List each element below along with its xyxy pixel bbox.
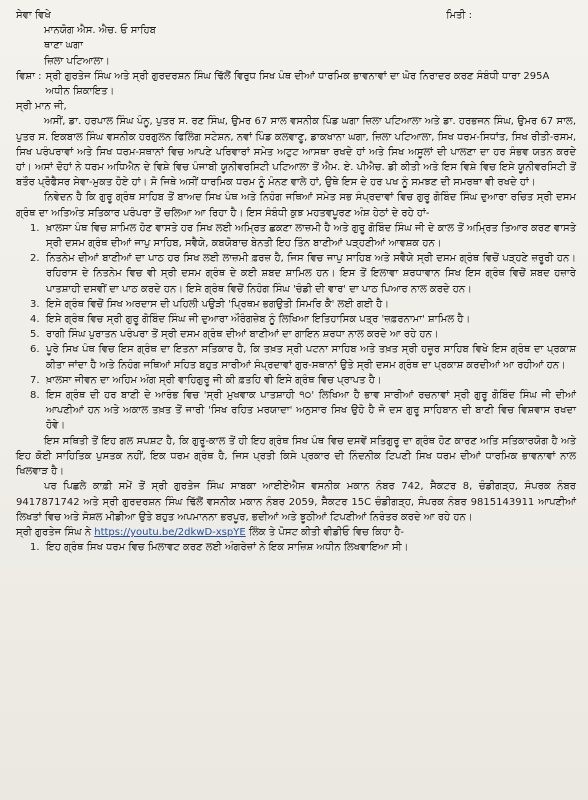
list-item (16, 540, 576, 555)
points-list (16, 221, 576, 434)
address-line: ਜ਼ਿਲਾ ਪਟਿਆਲਾ। (44, 55, 110, 67)
item-number: 6. (30, 344, 40, 356)
link-line-before: ਸ੍ਰੀ ਗੁਰਤੇਜ ਸਿੰਘ ਨੇ (16, 526, 95, 538)
link-line (16, 525, 576, 540)
item-text: ਇਸੇ ਗ੍ਰੰਥ ਵਿਚ ਸ੍ਰੀ ਗੁਰੂ ਗੋਬਿੰਦ ਸਿੰਘ ਜੀ ਦੁਆਰਾ ਔਰੰਗਜ਼ੇਬ ਨੂੰ ਲਿਖਿਆ ਇਤਿਹਾਸਿਕ ਪਤ੍ਰ 'ਜ਼ਫ਼ਰਨਾਮਾ' ਸ਼ਾਮਿਲ ਹੈ। (46, 314, 471, 326)
item-number: 1. (30, 542, 40, 554)
date-label: ਮਿਤੀ : (446, 10, 472, 21)
list-item (16, 388, 576, 434)
list-item (16, 342, 576, 372)
closing-paragraph: ਪਰ ਪਿਛਲੇ ਕਾਫ਼ੀ ਸਮੇਂ ਤੋਂ ਸ੍ਰੀ ਗੁਰਤੇਜ ਸਿੰਘ ਸਾਬਕਾ ਆਈਏਐਸ ਵਸਨੀਕ ਮਕਾਨ ਨੰਬਰ 742, ਸੈਕਟਰ 8, ਚੰਡੀਗੜ੍ਹ, ਸੰਪਰਕ ਨੰਬਰ 9417871742 ਅਤੇ ਸ੍ਰੀ ਗੁਰਦਰਸ਼ਨ ਸਿੰਘ ਢਿੱਲੋਂ ਵਸਨੀਕ ਮਕਾਨ ਨੰਬਰ 2059, ਸੈਕਟਰ 15C ਚੰਡੀਗੜ੍ਹ, ਸੰਪਰਕ ਨੰਬਰ 9815143911 ਆਪਣੀਆਂ ਲਿਖਤਾਂ ਵਿਚ ਅਤੇ ਸੋਸ਼ਲ ਮੀਡੀਆ ਉਤੇ ਬਹੁਤ ਅਪਮਾਨਨਾ ਭਰਪੂਰ, ਭਦੀਆਂ ਅਤੇ ਝੂਠੀਆਂ ਟਿਪਣੀਆਂ ਨਿਰੰਤਰ ਕਰਦੇ ਆ ਰਹੇ ਹਨ। (16, 481, 576, 523)
subject-label: ਵਿਸ਼ਾ : (16, 70, 42, 82)
item-number: 8. (30, 390, 40, 402)
letter-header (16, 8, 576, 23)
item-number: 5. (30, 329, 40, 341)
item-number: 1. (30, 222, 40, 234)
item-text: ਪੂਰੇ ਸਿਖ ਪੰਥ ਵਿਚ ਇਸ ਗ੍ਰੰਥ ਦਾ ਇਤਨਾ ਸਤਿਕਾਰ ਹੈ, ਕਿ ਤਖ਼ਤ ਸ੍ਰੀ ਪਟਨਾ ਸਾਹਿਬ ਅਤੇ ਤਖ਼ਤ ਸ੍ਰੀ ਹਜ਼ੂਰ ਸਾਹਿਬ ਵਿਖੇ ਇਸ ਗ੍ਰੰਥ ਦਾ ਪ੍ਰਕਾਸ਼ ਕੀਤਾ ਜਾਂਦਾ ਹੈ ਅਤੇ ਨਿਹੰਗ ਜਥਿਆਂ ਸਹਿਤ ਬਹੁਤ ਸਾਰੀਆਂ ਸੰਪ੍ਰਦਾਵਾਂ ਗੁਰ-ਸਥਾਨਾਂ ਉਤੇ ਸ੍ਰੀ ਦਸਮ ਗ੍ਰੰਥ ਦਾ ਪ੍ਰਕਾਸ਼ ਕਰਦੀਆਂ ਆ ਰਹੀਆਂ ਹਨ। (46, 344, 576, 371)
list-item (16, 221, 576, 251)
quotes-list (16, 540, 576, 555)
salutation: ਸ੍ਰੀ ਮਾਨ ਜੀ, (16, 101, 67, 113)
item-text: ਇਸੇ ਗ੍ਰੰਥ ਵਿਚੋਂ ਸਿਖ ਅਰਦਾਸ ਦੀ ਪਹਿਲੀ ਪਉੜੀ 'ਪ੍ਰਿਥਮ ਭਗਉਤੀ ਸਿਮਰਿ ਕੈ' ਲਈ ਗਈ ਹੈ। (46, 298, 390, 310)
intro-paragraph: ਅਸੀਂ, ਡਾ. ਹਰਪਾਲ ਸਿੰਘ ਪੰਨੂ, ਪੁਤਰ ਸ. ਰਣ ਸਿੰਘ, ਉਮਰ 67 ਸਾਲ ਵਸਨੀਕ ਪਿੰਡ ਘਗਾ ਜ਼ਿਲਾ ਪਟਿਆਲਾ ਅਤੇ ਡਾ. ਹਰਭਜਨ ਸਿੰਘ, ਉਮਰ 67 ਸਾਲ, ਪੁਤਰ ਸ. ਇਕਬਾਲ ਸਿੰਘ ਵਸਨੀਕ ਹਰਗੁਲਨ ਫਿਲਿੰਗ ਸਟੇਸ਼ਨ, ਨਵਾਂ ਪਿੰਡ ਕਲਵਾਣੂ, ਡਾਕਖਾਨਾ ਘਗਾ, ਜ਼ਿਲਾ ਪਟਿਆਲਾ, ਸਿਖ ਧਰਮ-ਸਿਧਾਂਤ, ਸਿਖ ਰੀਤੀ-ਰਸਮ, ਸਿਖ ਪਰੰਪਰਾਵਾਂ ਅਤੇ ਸਿਖ ਧਰਮ-ਸਥਾਨਾਂ ਵਿਚ ਆਪਣੇ ਪਰਿਵਾਰਾਂ ਸਮੇਤ ਅਟੁਟ ਆਸਥਾ ਰਖਦੇ ਹਾਂ ਅਤੇ ਸਿਖ ਅਸੂਲਾਂ ਦੀ ਪਾਲਣਾ ਦਾ ਹਰ ਸੰਭਵ ਯਤਨ ਕਰਦੇ ਹਾਂ। ਅਸਾਂ ਦੋਹਾਂ ਨੇ ਧਰਮ ਅਧਿਐਨ ਦੇ ਵਿਸ਼ੇ ਵਿਚ ਪੰਜਾਬੀ ਯੂਨੀਵਰਸਿਟੀ ਪਟਿਆਲਾ ਤੋਂ ਐਮ. ਏ. ਪੀਐਚ. ਡੀ ਕੀਤੀ ਅਤੇ ਇਸ ਵਿਸ਼ੇ ਵਿਚ ਇਸੇ ਯੂਨੀਵਰਸਿਟੀ ਤੋਂ ਬਤੌਰ ਪ੍ਰੋਫੈਸਰ ਸੇਵਾ-ਮੁਕਤ ਹੋਏ ਹਾਂ। ਸੋ ਜਿਥੇ ਅਸੀਂ ਧਾਰਮਿਕ ਧਰਮ ਨੂੰ ਮੰਨਣ ਵਾਲੇ ਹਾਂ, ਉਥੇ ਇਸ ਦੇ ਹਰ ਪਖ ਨੂੰ ਸਮਝਣ ਦੀ ਸਮਰਥਾ ਵੀ ਰਖਦੇ ਹਾਂ। (16, 116, 576, 189)
address-line: ਮਾਨਯੋਗ ਐਸ. ਐਚ. ਓ ਸਾਹਿਬ (44, 25, 156, 37)
item-text: ਇਸ ਗ੍ਰੰਥ ਦੀ ਹਰ ਬਾਣੀ ਦੇ ਆਰੰਭ ਵਿਚ 'ਸ੍ਰੀ ਮੁਖਵਾਕ ਪਾਤਸ਼ਾਹੀ ੧੦' ਲਿਖਿਆ ਹੈ ਭਾਵ ਸਾਰੀਆਂ ਰਚਨਾਵਾਂ ਸ੍ਰੀ ਗੁਰੂ ਗੋਬਿੰਦ ਸਿੰਘ ਜੀ ਦੀਆਂ ਆਪਣੀਆਂ ਹਨ ਅਤੇ ਅਕਾਲ ਤਖ਼ਤ ਤੋਂ ਜਾਰੀ 'ਸਿਖ ਰਹਿਤ ਮਰਯਾਦਾ' ਅਨੁਸਾਰ ਸਿਖ ਉਹੋ ਹੈ ਜੋ ਦਸ ਗੁਰੂ ਸਾਹਿਬਾਨ ਦੀ ਬਾਣੀ ਵਿਚ ਵਿਸ਼ਵਾਸ ਰਖਦਾ ਹੋਵੇ। (46, 390, 576, 432)
address-line: ਥਾਣਾ ਘਗਾ (44, 40, 84, 52)
list-item (16, 373, 576, 388)
item-number: 7. (30, 374, 40, 386)
subject-text: ਸ੍ਰੀ ਗੁਰਤੇਜ ਸਿੰਘ ਅਤੇ ਸ੍ਰੀ ਗੁਰਦਰਸ਼ਨ ਸਿੰਘ ਢਿੱਲੋਂ ਵਿਰੁਧ ਸਿਖ ਪੰਥ ਦੀਆਂ ਧਾਰਮਿਕ ਭਾਵਨਾਵਾਂ ਦਾ ਘੋਰ ਨਿਰਾਦਰ ਕਰਣ ਸੰਬੰਧੀ ਧਾਰਾ 295A ਅਧੀਨ ਸ਼ਿਕਾਇਤ। (45, 70, 550, 98)
recipient-line: ਸੇਵਾ ਵਿਖੇ (16, 10, 51, 21)
item-text: ਨਿਤਨੇਮ ਦੀਆਂ ਬਾਣੀਆਂ ਦਾ ਪਾਠ ਹਰ ਸਿਖ ਲਈ ਲਾਜ਼ਮੀ ਫ਼ਰਜ਼ ਹੈ, ਜਿਸ ਵਿਚ ਜਾਪੁ ਸਾਹਿਬ ਅਤੇ ਸਵੈਯੇ ਸ੍ਰੀ ਦਸਮ ਗ੍ਰੰਥ ਵਿਚੋਂ ਪੜ੍ਹਣੇ ਜ਼ਰੂਰੀ ਹਨ। ਰਹਿਰਾਸ ਦੇ ਨਿਤਨੇਮ ਵਿਚ ਵੀ ਸ੍ਰੀ ਦਸਮ ਗ੍ਰੰਥ ਦੇ ਕਈ ਸ਼ਬਦ ਸ਼ਾਮਿਲ ਹਨ। ਇਸ ਤੋਂ ਇਲਾਵਾ ਸ਼ਰਧਾਵਾਨ ਸਿਖ ਇਸ ਗ੍ਰੰਥ ਵਿਚੋਂ ਸ਼ਬਦ ਹਜ਼ਾਰੇ ਪਾਤਸ਼ਾਹੀ ਦਸਵੀਂ ਦਾ ਪਾਠ ਕਰਦੇ ਹਨ। ਇਸੇ ਗ੍ਰੰਥ ਵਿਚੋਂ ਨਿਹੰਗ ਸਿੰਘ 'ਚੰਡੀ ਦੀ ਵਾਰ' ਦਾ ਪਾਠ ਪਿਆਰ ਨਾਲ ਕਰਦੇ ਹਨ। (46, 253, 576, 295)
item-number: 4. (30, 314, 40, 326)
list-item (16, 312, 576, 327)
video-link[interactable]: https://youtu.be/2dkwD-xspYE (94, 526, 246, 538)
item-text: ਇਹ ਗ੍ਰੰਥ ਸਿਖ ਧਰਮ ਵਿਚ ਮਿਲਾਵਟ ਕਰਣ ਲਈ ਅੰਗਰੇਜ਼ਾਂ ਨੇ ਇਕ ਸਾਜ਼ਿਸ਼ ਅਧੀਨ ਲਿਖਵਾਇਆ ਸੀ। (46, 542, 409, 554)
item-number: 2. (30, 253, 40, 265)
closing-paragraph: ਇਸ ਸਥਿਤੀ ਤੋਂ ਇਹ ਗਲ ਸਪਸ਼ਟ ਹੈ, ਕਿ ਗੁਰੂ-ਕਾਲ ਤੋਂ ਹੀ ਇਹ ਗ੍ਰੰਥ ਸਿਖ ਪੰਥ ਵਿਚ ਦਸਵੇਂ ਸਤਿਗੁਰੂ ਦਾ ਗ੍ਰੰਥ ਹੋਣ ਕਾਰਣ ਅਤਿ ਸਤਿਕਾਰਯੋਗ ਹੈ ਅਤੇ ਇਹ ਕੋਈ ਸਾਹਿਤਿਕ ਪੁਸਤਕ ਨਹੀਂ, ਇਕ ਧਰਮ ਗ੍ਰੰਥ ਹੈ, ਜਿਸ ਪ੍ਰਤੀ ਕਿਸੇ ਪ੍ਰਕਾਰ ਦੀ ਨਿੰਦਨੀਕ ਟਿਪਣੀ ਸਿਖ ਧਰਮ ਦੀਆਂ ਧਾਰਮਿਕ ਭਾਵਨਾਵਾਂ ਨਾਲ ਖਿਲਵਾੜ ਹੈ। (16, 435, 576, 478)
link-line-after: ਲਿੰਕ ਤੇ ਪੋਸਟ ਕੀਤੀ ਵੀਡੀਓ ਵਿਚ ਕਿਹਾ ਹੈ- (245, 526, 405, 538)
item-text: ਰਾਗੀ ਸਿੰਘ ਪੁਰਾਤਨ ਪਰੰਪਰਾ ਤੋਂ ਸ੍ਰੀ ਦਸਮ ਗ੍ਰੰਥ ਦੀਆਂ ਬਾਣੀਆਂ ਦਾ ਗਾਇਨ ਸ਼ਰਧਾ ਨਾਲ ਕਰਦੇ ਆ ਰਹੇ ਹਨ। (46, 329, 439, 341)
list-item (16, 251, 576, 297)
subject-block (16, 69, 576, 99)
item-text: ਖ਼ਾਲਸਾ ਪੰਥ ਵਿਚ ਸ਼ਾਮਿਲ ਹੋਣ ਵਾਸਤੇ ਹਰ ਸਿਖ ਲਈ ਅਮ੍ਰਿਤ ਛਕਣਾ ਲਾਜ਼ਮੀ ਹੈ ਅਤੇ ਗੁਰੂ ਗੋਬਿੰਦ ਸਿੰਘ ਜੀ ਦੇ ਕਾਲ ਤੋਂ ਅਮ੍ਰਿਤ ਤਿਆਰ ਕਰਣ ਵਾਸਤੇ ਸ੍ਰੀ ਦਸਮ ਗ੍ਰੰਥ ਦੀਆਂ ਜਾਪੁ ਸਾਹਿਬ, ਸਵੈਯੇ, ਕਬਯੋਬਾਚ ਬੇਨਤੀ ਇਹ ਤਿੰਨ ਬਾਣੀਆਂ ਪੜ੍ਹਣੀਆਂ ਆਵਸ਼ਕ ਹਨ। (46, 222, 576, 250)
item-text: ਖ਼ਾਲਸਾ ਜੀਵਨ ਦਾ ਅਹਿਮ ਅੰਗ ਸ੍ਰੀ ਵਾਹਿਗੁਰੂ ਜੀ ਕੀ ਫ਼ਤਹਿ ਵੀ ਇਸੇ ਗ੍ਰੰਥ ਵਿਚ ਪ੍ਰਾਪਤ ਹੈ। (46, 374, 382, 386)
recipient-address (16, 23, 576, 69)
intro-paragraph: ਨਿਵੇਦਨ ਹੈ ਕਿ ਗੁਰੂ ਗ੍ਰੰਥ ਸਾਹਿਬ ਤੋਂ ਬਾਅਦ ਸਿਖ ਪੰਥ ਅਤੇ ਨਿਹੰਗ ਜਥਿਆਂ ਸਮੇਤ ਸਭ ਸੰਪ੍ਰਦਾਵਾਂ ਵਿਚ ਗੁਰੂ ਗੋਬਿੰਦ ਸਿੰਘ ਦੁਆਰਾ ਰਚਿਤ ਸ੍ਰੀ ਦਸਮ ਗ੍ਰੰਥ ਦਾ ਅਤਿਅੰਤ ਸਤਿਕਾਰ ਪਰੰਪਰਾ ਤੋਂ ਚਲਿਆ ਆ ਰਿਹਾ ਹੈ। ਇਸ ਸੰਬੰਧੀ ਕੁਝ ਮਹਤਵਪੂਰਣ ਅੰਸ਼ ਹੇਠਾਂ ਦੇ ਰਹੇ ਹਾਂ- (16, 192, 576, 219)
list-item (16, 297, 576, 312)
list-item (16, 327, 576, 342)
item-number: 3. (30, 298, 40, 310)
